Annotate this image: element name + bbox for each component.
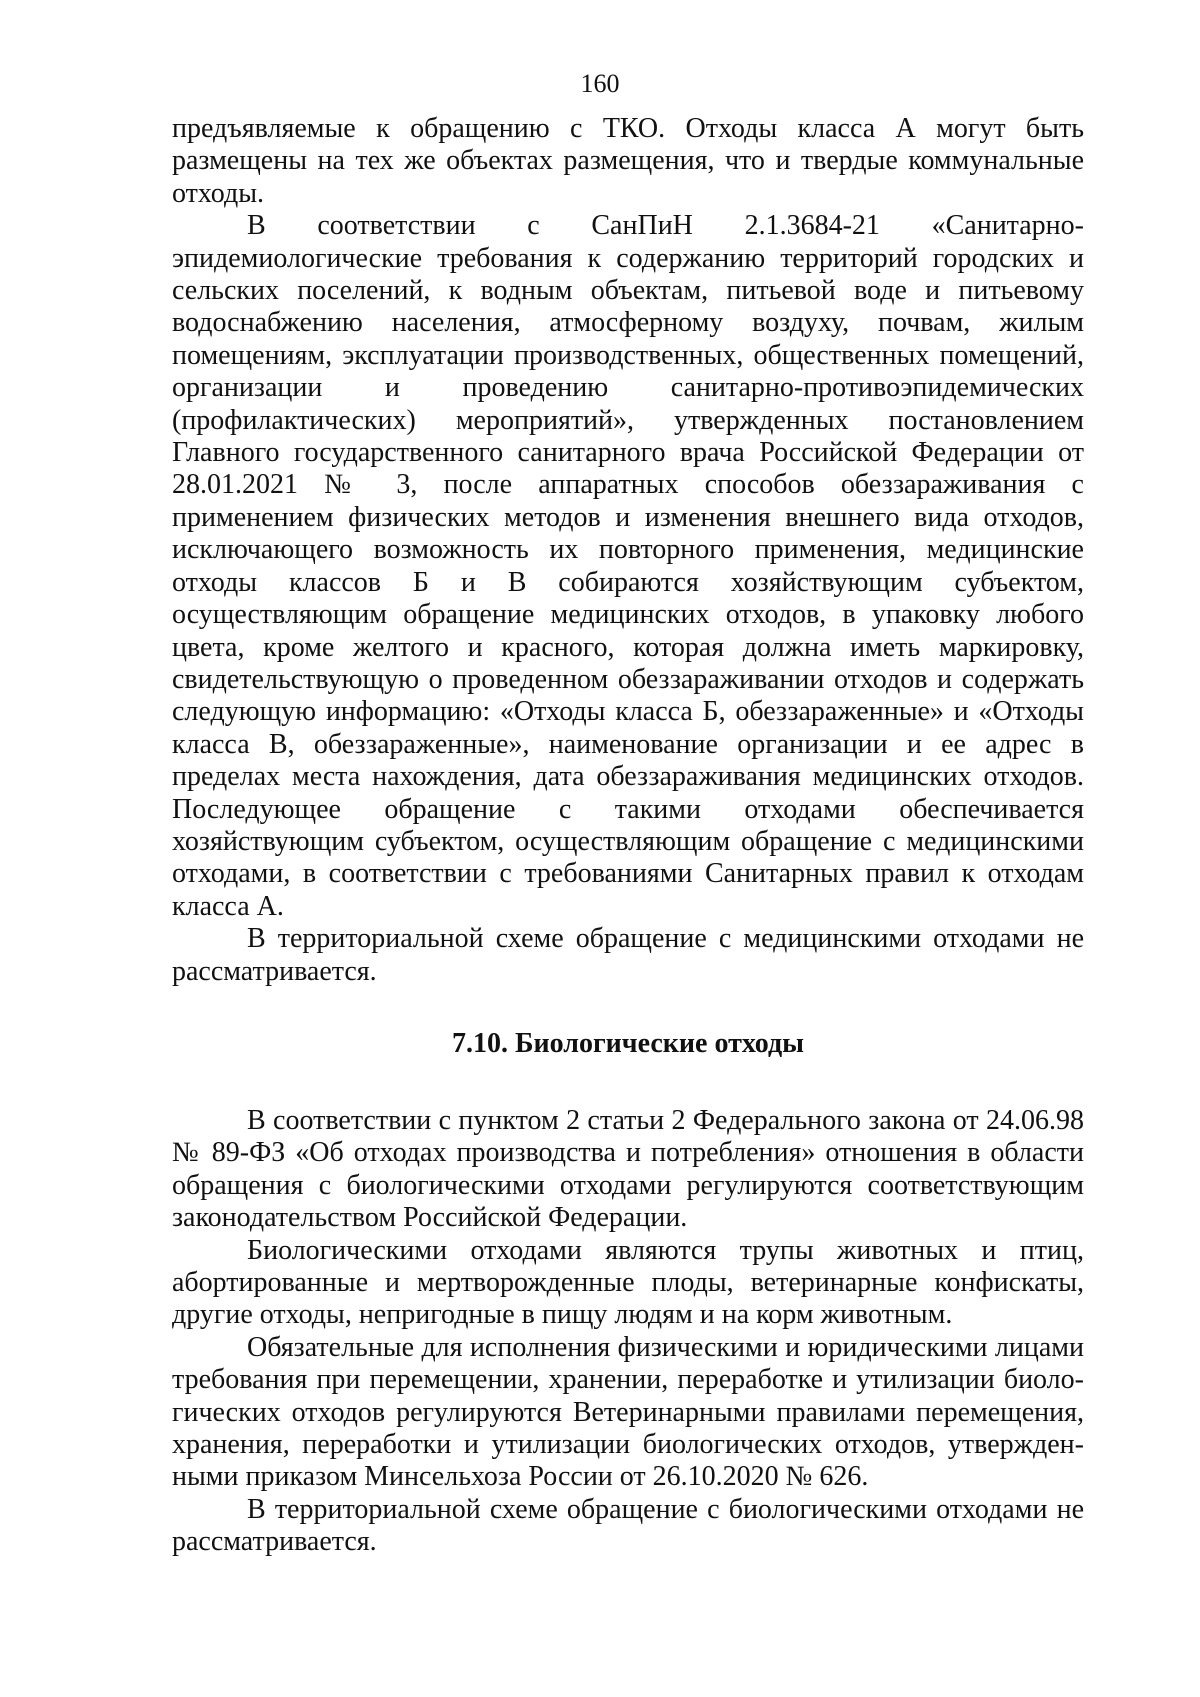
paragraph: В соответствии с пунктом 2 статьи 2 Федерального закона от 24.06.98 № 89-ФЗ «Об отходах производства и потребления» отношения в области обращения с биологическими отходами регулируются соответствующим законодательством Российской Федерации.	[172, 1104, 1084, 1234]
paragraph: Биологическими отходами являются трупы животных и птиц, абортированные и мертворожденные плоды, ветеринарные конфискаты, другие отходы, непригодные в пищу людям и на корм животным.	[172, 1234, 1084, 1331]
page-number: 160	[580, 69, 620, 98]
paragraph: Обязательные для исполнения физическими и юридическими лицами требования при перемещении, хранении, переработке и утилизации биологических отходов регулируются Ветеринарными правилами перемещения, хранения, переработки и утилизации биологических отходов, утвержденными приказом Минсельхоза России от 26.10.2020 № 626.	[172, 1331, 1084, 1493]
document-body	[172, 113, 1084, 1559]
paragraph: предъявляемые к обращению с ТКО. Отходы класса А могут быть размещены на тех же объектах размещения, что и твердые коммунальные отходы.	[172, 113, 1084, 209]
paragraph: В территориальной схеме обращение с медицинскими отходами не рассматривается.	[172, 923, 1084, 987]
paragraph: В соответствии с СанПиН 2.1.3684-21 «Санитарно-эпидемиологические требования к содержанию территорий городских и сельских поселений, к водным объектам, питьевой воде и питьевому водоснабжению населения, атмосферному воздуху, почвам, жилым помещениям, эксплуатации производственных, общественных помещений, организации и проведению санитарно-противоэпидемических (профилактических) мероприятий», утвержденных постановлением Главного государственного санитарного врача Российской Федерации от 28.01.2021 № 3, после аппаратных способов обеззараживания с применением физических методов и изменения внешнего вида отходов, исключающего возможность их повторного применения, медицинские отходы классов Б и В собираются хозяйствующим субъектом, осуществляющим обращение медицинских отходов, в упаковку любого цвета, кроме желтого и красного, которая должна иметь маркировку, свидетельствующую о проведенном обеззараживании отходов и содержать следующую информацию: «Отходы класса Б, обеззараженные» и «Отходы класса В, обеззараженные», наименование организации и ее адрес в пределах места нахождения, дата обеззараживания медицинских отходов. Последующее обращение с такими отходами обеспечивается хозяйствующим субъектом, осуществляющим обращение с медицинскими отходами, в соответствии с требованиями Санитарных правил к отходам класса А.	[172, 210, 1084, 922]
section-heading: 7.10. Биологические отходы	[451, 1027, 805, 1059]
paragraph: В территориальной схеме обращение с биологическими отходами не рассматривается.	[172, 1493, 1084, 1558]
